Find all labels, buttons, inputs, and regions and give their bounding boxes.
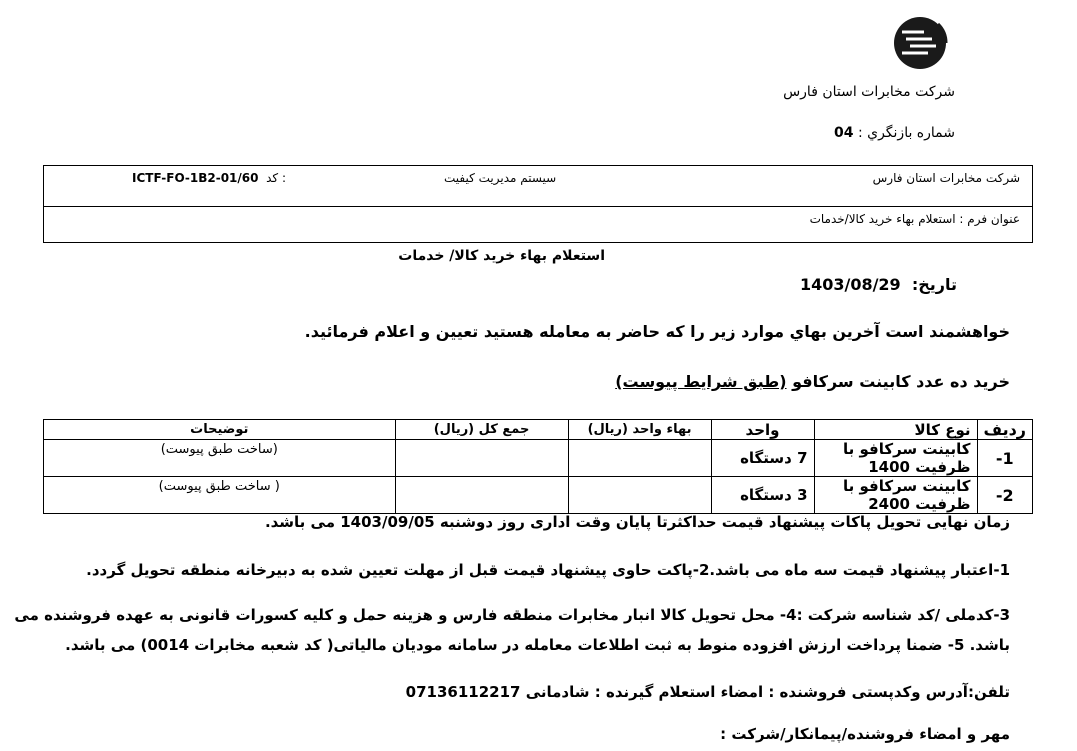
header-code xyxy=(132,171,286,185)
row-description: (ساخت طبق پیوست) xyxy=(44,440,396,477)
revision-label: شماره بازنگري : xyxy=(857,125,955,141)
table-row xyxy=(44,477,1033,514)
col-header-rank: ردیف xyxy=(977,420,1032,440)
form-header-row xyxy=(44,166,1032,207)
table-row xyxy=(44,440,1033,477)
deadline-text: زمان نهایی تحویل پاکات پیشنهاد قیمت حداکثرتا پایان وقت اداری روز دوشنبه 1403/09/05 می باشد. xyxy=(264,513,1010,531)
form-title: عنوان فرم : استعلام بهاء خرید کالا/خدمات xyxy=(809,212,1020,226)
purchase-terms: (طبق شرایط پیوست) xyxy=(615,372,787,391)
seal-signature-line: مهر و امضاء فروشنده/پیمانکار/شرکت : xyxy=(720,725,1010,743)
row-rank: 1- xyxy=(977,440,1032,477)
row-item-type: کابینت سرکافو با ظرفیت 1400 xyxy=(814,440,977,477)
purchase-line xyxy=(615,372,1010,391)
header-system: سیستم مدیریت کیفیت xyxy=(444,171,557,185)
document-title: استعلام بهاء خرید کالا/ خدمات xyxy=(398,248,605,264)
row-unit-price xyxy=(568,477,711,514)
purchase-text: خرید ده عدد کابینت سرکافو xyxy=(792,372,1010,391)
row-description: ( ساخت طبق پیوست) xyxy=(44,477,396,514)
row-unit: 3 دستگاه xyxy=(711,477,814,514)
company-name: شرکت مخابرات استان فارس xyxy=(783,84,955,100)
condition-line-3a: 3-کدملی /کد شناسه شرکت :4- محل تحویل کالا انبار مخابرات منطقه فارس و هزینه حمل و کلیه کسورات قانونی به عهده فروشنده می xyxy=(14,606,1010,624)
col-header-unit: واحد xyxy=(711,420,814,440)
date-label: تاریخ: xyxy=(911,275,957,294)
items-table xyxy=(43,419,1033,514)
intro-text: خواهشمند است آخرین بهاي موارد زیر را که حاضر به معامله هستید تعیین و اعلام فرمائید. xyxy=(304,322,1010,341)
row-unit-price xyxy=(568,440,711,477)
table-header-row xyxy=(44,420,1033,440)
col-header-unit-price: بهاء واحد (ریال) xyxy=(568,420,711,440)
code-label: کد : xyxy=(266,171,286,185)
col-header-description: توضیحات xyxy=(44,420,396,440)
revision-value: 04 xyxy=(834,125,854,141)
revision-number xyxy=(834,125,955,141)
date-line xyxy=(800,275,957,294)
row-item-type: کابینت سرکافو با ظرفیت 2400 xyxy=(814,477,977,514)
row-total xyxy=(395,440,568,477)
row-unit: 7 دستگاه xyxy=(711,440,814,477)
company-logo xyxy=(880,10,960,80)
row-total xyxy=(395,477,568,514)
condition-line-3b: باشد. 5- ضمنا پرداخت ارزش افزوده منوط به ثبت اطلاعات معامله در سامانه مودیان مالیاتی( کد شعبه مخابرات 0014) می باشد. xyxy=(65,636,1010,654)
form-header xyxy=(43,165,1033,243)
code-value: ICTF-FO-1B2-01/60 xyxy=(132,171,259,185)
header-company: شرکت مخابرات استان فارس xyxy=(872,171,1020,185)
col-header-type: نوع کالا xyxy=(814,420,977,440)
condition-line-1: 1-اعتبار پیشنهاد قیمت سه ماه می باشد.2-پاکت حاوی پیشنهاد قیمت قبل از مهلت تعیین شده به دبیرخانه منطقه تحویل گردد. xyxy=(86,561,1010,579)
col-header-total: جمع کل (ریال) xyxy=(395,420,568,440)
row-rank: 2- xyxy=(977,477,1032,514)
contact-line: تلفن:آدرس وکدپستی فروشنده : امضاء استعلام گیرنده : شادمانی 07136112217 xyxy=(405,683,1010,701)
date-value: 1403/08/29 xyxy=(799,275,901,294)
